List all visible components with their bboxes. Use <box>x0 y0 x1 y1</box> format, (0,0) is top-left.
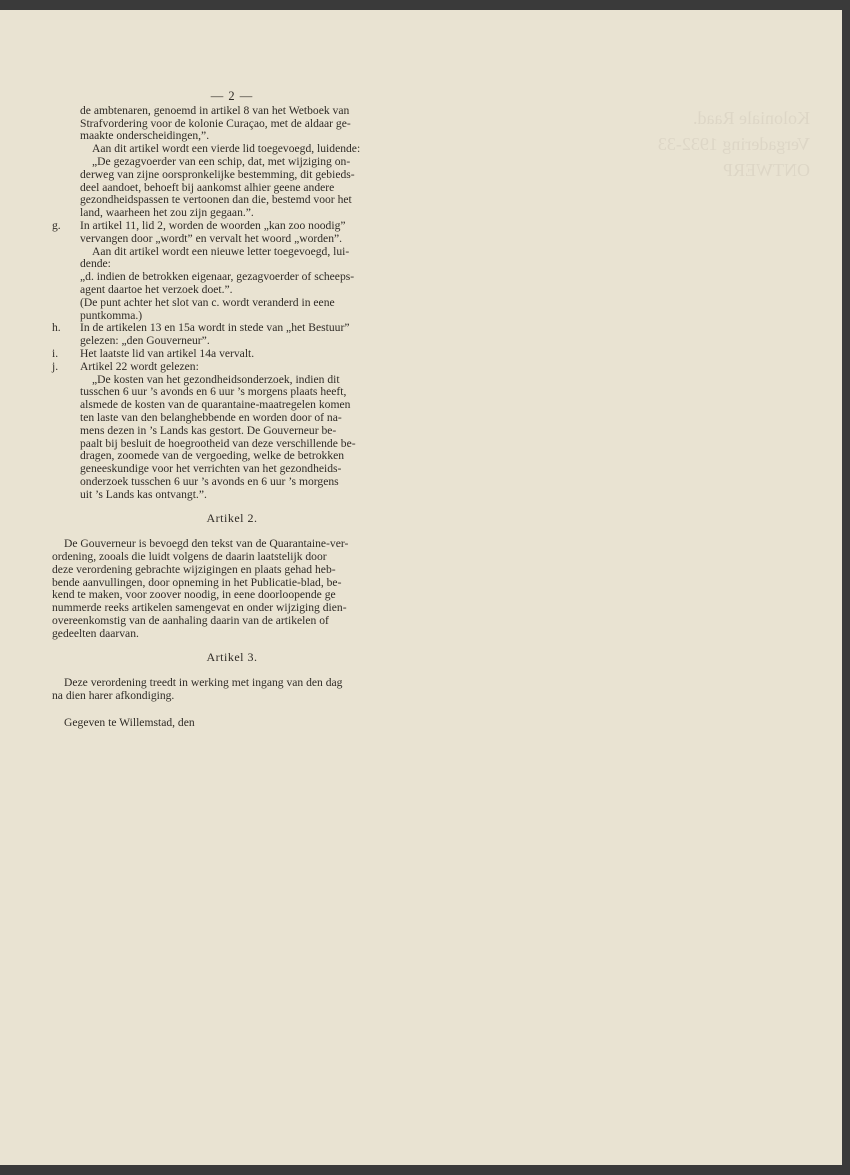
text-line: Artikel 22 wordt gelezen: <box>80 359 199 373</box>
item-i <box>52 348 412 361</box>
text-line: deze verordening gebrachte wijzigingen en plaats gehad heb- <box>52 562 336 576</box>
item-label: j. <box>52 359 59 373</box>
item-label: h. <box>52 321 61 335</box>
intro-block <box>52 105 412 220</box>
text-line: deel aandoet, behoeft bij aankomst alhier geene andere <box>80 180 335 194</box>
text-line: tusschen 6 uur ’s avonds en 6 uur ’s morgens plaats heeft, <box>80 385 347 399</box>
text-line: mens dezen in ’s Lands kas gestort. De Gouverneur be- <box>80 423 337 437</box>
text-line: onderzoek tusschen 6 uur ’s avonds en 6 uur ’s morgens <box>80 474 339 488</box>
text-line: (De punt achter het slot van c. wordt veranderd in eene <box>80 295 335 309</box>
text-line: Aan dit artikel wordt een vierde lid toegevoegd, luidende: <box>92 142 361 156</box>
closing-line: Gegeven te Willemstad, den <box>64 716 195 730</box>
text-line: dende: <box>80 257 111 271</box>
item-label: g. <box>52 218 61 232</box>
text-line: maakte onderscheidingen,”. <box>80 129 210 143</box>
text-line: puntkomma.) <box>80 308 143 322</box>
text-line: „d. indien de betrokken eigenaar, gezagvoerder of scheeps- <box>80 270 355 284</box>
text-line: Strafvordering voor de kolonie Curaçao, met de aldaar ge- <box>80 116 351 130</box>
item-h <box>52 322 412 348</box>
bleed-line: ONTWERP <box>723 160 810 180</box>
text-line: In artikel 11, lid 2, worden de woorden „kan zoo noodig” <box>80 218 346 232</box>
text-line: na dien harer afkondiging. <box>52 689 175 703</box>
page-number: — 2 — <box>210 89 254 103</box>
text-line: uit ’s Lands kas ontvangt.”. <box>80 487 207 501</box>
page-text <box>52 90 412 730</box>
bleed-line: Vergadering 1932-33 <box>657 134 810 154</box>
text-line: bende aanvullingen, door opneming in het Publicatie-blad, be- <box>52 575 342 589</box>
text-line: ten laste van den belanghebbende en worden door of na- <box>80 410 342 424</box>
text-line: „De kosten van het gezondheidsonderzoek, indien dit <box>92 372 340 386</box>
text-line: land, waarheen het zou zijn gegaan.”. <box>80 206 254 220</box>
item-label: i. <box>52 346 59 360</box>
text-line: vervangen door „wordt” en vervalt het woord „worden”. <box>80 231 343 245</box>
artikel-3-body <box>52 677 412 703</box>
text-line: Aan dit artikel wordt een nieuwe letter toegevoegd, lui- <box>92 244 350 258</box>
document-page <box>0 10 842 1165</box>
text-line: In de artikelen 13 en 15a wordt in stede van „het Bestuur” <box>80 321 350 335</box>
artikel-2-body <box>52 538 412 640</box>
text-line: gedeelten daarvan. <box>52 626 139 640</box>
text-line: de ambtenaren, genoemd in artikel 8 van het Wetboek van <box>80 103 350 117</box>
text-line: alsmede de kosten van de quarantaine-maatregelen komen <box>80 398 351 412</box>
text-line: nummerde reeks artikelen samengevat en onder wijziging dien- <box>52 601 347 615</box>
text-line: gezondheidspassen te vertoonen dan die, bestemd voor het <box>80 193 352 207</box>
text-line: Het laatste lid van artikel 14a vervalt. <box>80 346 255 360</box>
bleed-through-text <box>480 105 810 235</box>
text-line: De Gouverneur is bevoegd den tekst van de Quarantaine-ver- <box>64 537 349 551</box>
bleed-line: Koloniale Raad. <box>693 108 810 128</box>
text-line: „De gezagvoerder van een schip, dat, met wijziging on- <box>92 154 351 168</box>
text-line: overeenkomstig van de aanhaling daarin van de artikelen of <box>52 614 329 628</box>
text-line: gelezen: „den Gouverneur”. <box>80 334 210 348</box>
text-line: agent daartoe het verzoek doet.”. <box>80 282 233 296</box>
item-g <box>52 220 412 322</box>
artikel-2-heading: Artikel 2. <box>206 510 258 525</box>
text-line: derweg van zijne oorspronkelijke bestemming, dit gebieds- <box>80 167 355 181</box>
text-line: dragen, zoomede van de vergoeding, welke de betrokken <box>80 449 345 463</box>
item-j <box>52 361 412 502</box>
text-line: paalt bij besluit de hoegrootheid van deze verschillende be- <box>80 436 356 450</box>
text-line: Deze verordening treedt in werking met ingang van den dag <box>64 676 343 690</box>
text-line: kend te maken, voor zoover noodig, in eene doorloopende ge <box>52 588 336 602</box>
artikel-3-heading: Artikel 3. <box>206 649 258 664</box>
text-line: ordening, zooals die luidt volgens de daarin laatstelijk door <box>52 550 327 564</box>
text-line: geneeskundige voor het verrichten van het gezondheids- <box>80 462 342 476</box>
